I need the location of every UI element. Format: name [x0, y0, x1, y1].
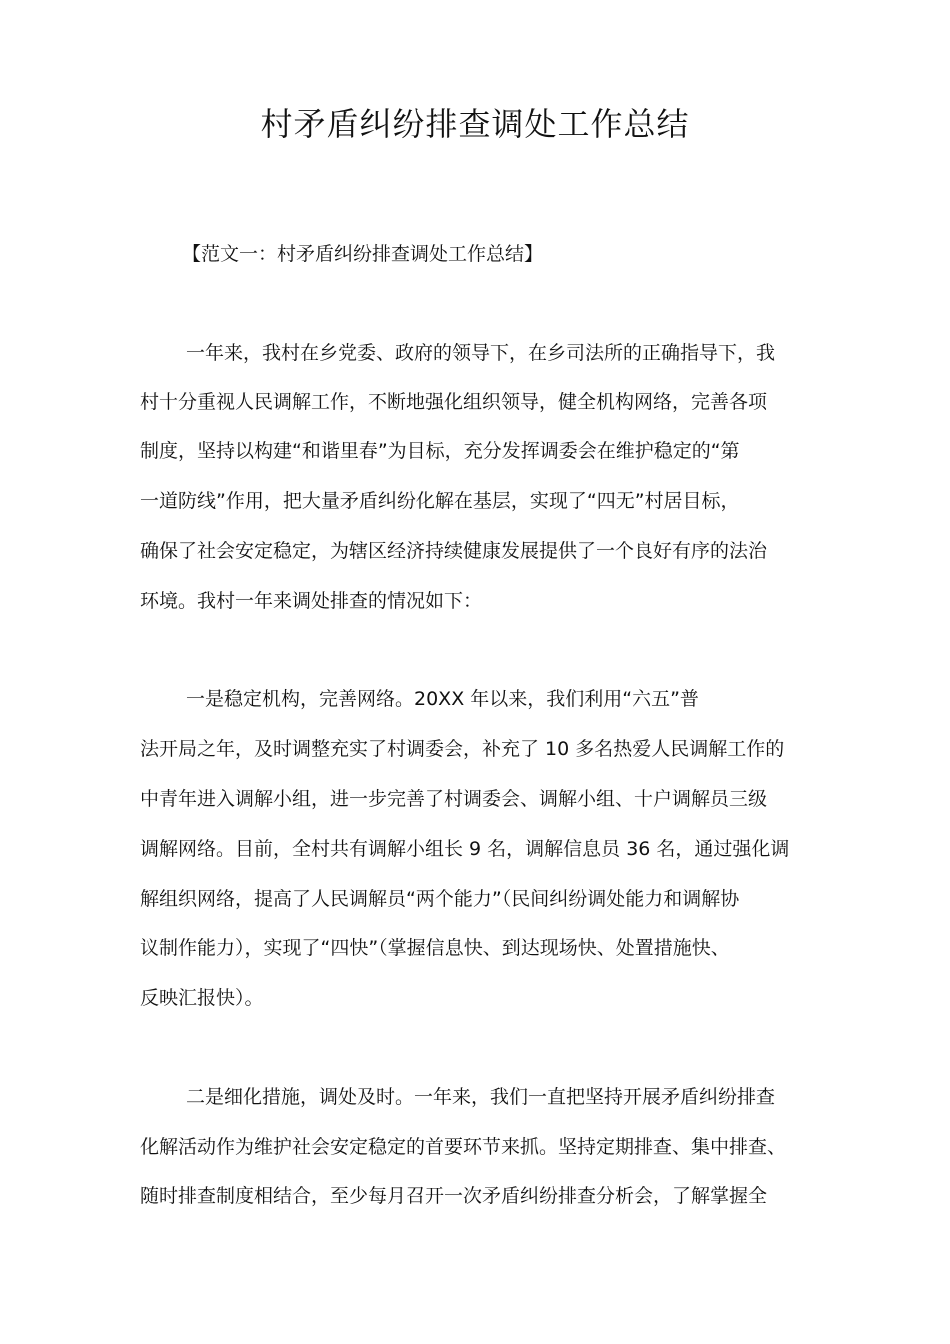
paragraph-line: 解组织网络，提高了人民调解员“两个能力”（民间纠纷调处能力和调解协: [140, 888, 740, 910]
document-title: 村矛盾纠纷排查调处工作总结: [260, 105, 690, 143]
paragraph-line: 制度，坚持以构建“和谐里春”为目标，充分发挥调委会在维护稳定的“第: [140, 440, 740, 462]
paragraph-line: 二是细化措施，调处及时。一年来，我们一直把坚持开展矛盾纠纷排查: [186, 1086, 776, 1108]
paragraph-line: 一年来，我村在乡党委、政府的领导下，在乡司法所的正确指导下，我: [186, 342, 776, 364]
paragraph-line: 中青年进入调解小组，进一步完善了村调委会、调解小组、十户调解员三级: [140, 788, 768, 810]
paragraph-line: 化解活动作为维护社会安定稳定的首要环节来抓。坚持定期排查、集中排查、: [140, 1136, 787, 1158]
paragraph-line: 村十分重视人民调解工作，不断地强化组织领导，健全机构网络，完善各项: [140, 391, 768, 413]
paragraph-line: 一是稳定机构，完善网络。20XX 年以来，我们利用“六五”普: [186, 688, 699, 710]
paragraph-line: 议制作能力），实现了“四快”（掌握信息快、到达现场快、处置措施快、: [140, 937, 730, 959]
paragraph-line: 法开局之年，及时调整充实了村调委会，补充了 10 多名热爱人民调解工作的: [140, 738, 785, 760]
document-subtitle: 【范文一：村矛盾纠纷排查调处工作总结】: [182, 243, 544, 265]
paragraph-line: 环境。我村一年来调处排查的情况如下：: [140, 590, 483, 612]
paragraph-line: 一道防线”作用，把大量矛盾纠纷化解在基层，实现了“四无”村居目标，: [140, 490, 740, 512]
paragraph-line: 随时排查制度相结合，至少每月召开一次矛盾纠纷排查分析会，了解掌握全: [140, 1185, 768, 1207]
paragraph-line: 确保了社会安定稳定，为辖区经济持续健康发展提供了一个良好有序的法治: [140, 540, 768, 562]
paragraph-line: 调解网络。目前，全村共有调解小组长 9 名，调解信息员 36 名，通过强化调: [140, 838, 790, 860]
paragraph-line: 反映汇报快）。: [140, 987, 264, 1009]
